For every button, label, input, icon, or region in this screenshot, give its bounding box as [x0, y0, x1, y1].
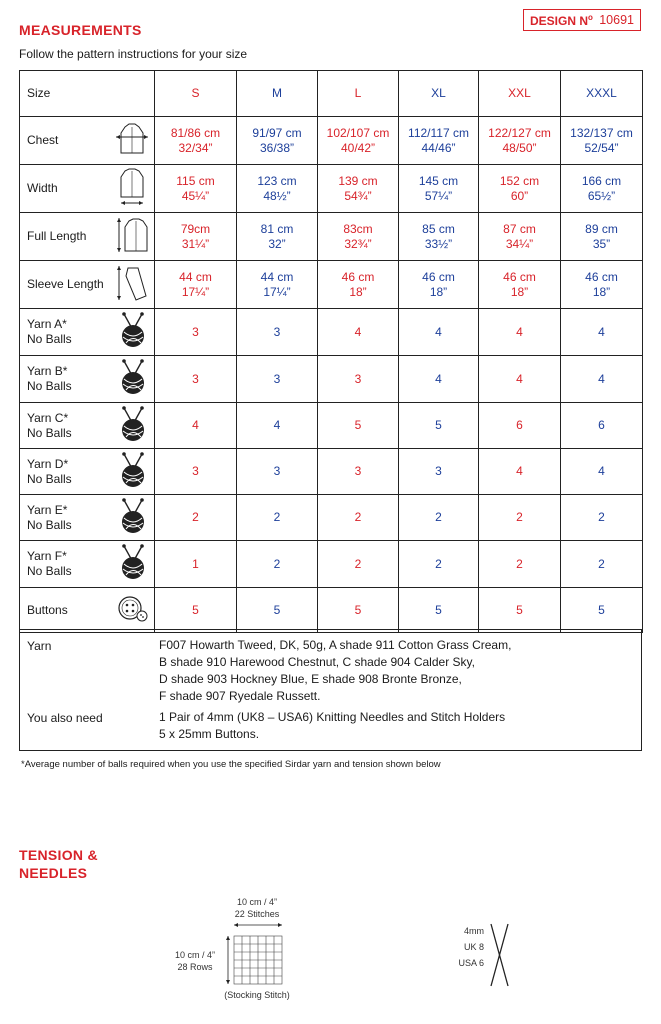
needle-uk-label: UK 8 — [463, 942, 484, 952]
table-cell: 87 cm 34¼” — [479, 213, 561, 261]
table-row — [20, 495, 643, 541]
table-cell: 4 — [318, 309, 399, 356]
design-number-box — [523, 9, 641, 31]
table-cell: 2 — [399, 495, 479, 541]
table-cell: 89 cm 35” — [561, 213, 643, 261]
table-cell: 4 — [561, 309, 643, 356]
table-cell: 4 — [561, 356, 643, 403]
table-cell: 5 — [155, 588, 237, 633]
table-cell: 6 — [479, 403, 561, 449]
table-row — [20, 541, 643, 588]
table-cell: 3 — [237, 309, 318, 356]
table-cell: 5 — [318, 588, 399, 633]
table-row — [20, 213, 643, 261]
row-label: Buttons — [20, 588, 155, 633]
yarn-ball-icon — [116, 450, 150, 494]
sizes-table — [19, 70, 643, 633]
table-cell: 5 — [318, 403, 399, 449]
table-cell: 79cm 31¼” — [155, 213, 237, 261]
full-length-diagram-icon — [114, 214, 150, 260]
table-cell: 2 — [237, 541, 318, 588]
table-cell: 5 — [237, 588, 318, 633]
table-row — [20, 356, 643, 403]
table-cell: 5 — [479, 588, 561, 633]
button-icon — [116, 591, 150, 629]
table-row — [20, 588, 643, 633]
yarn-ball-icon — [116, 310, 150, 354]
table-row — [20, 261, 643, 309]
table-cell: 102/107 cm 40/42” — [318, 117, 399, 165]
size-column-header: XXXL — [561, 71, 643, 117]
chest-diagram-icon — [114, 119, 150, 163]
table-cell: 3 — [155, 309, 237, 356]
intro-text: Follow the pattern instructions for your size — [19, 47, 248, 61]
table-row — [20, 449, 643, 495]
tension-stitches-label: 22 Stitches — [234, 909, 280, 919]
table-cell: 44 cm 17¼” — [237, 261, 318, 309]
tension-width-label: 10 cm / 4” — [236, 897, 277, 907]
table-cell: 83cm 32¾” — [318, 213, 399, 261]
table-cell: 2 — [237, 495, 318, 541]
tension-heading: TENSION & NEEDLES — [19, 847, 98, 881]
tension-height-label: 10 cm / 4” — [174, 950, 215, 960]
table-cell: 3 — [399, 449, 479, 495]
needle-usa-label: USA 6 — [458, 958, 484, 968]
table-cell: 4 — [479, 356, 561, 403]
table-cell: 2 — [318, 541, 399, 588]
size-column-header: XL — [399, 71, 479, 117]
table-cell: 4 — [561, 449, 643, 495]
yarn-details: F007 Howarth Tweed, DK, 50g, A shade 911 Cotton Grass Cream, B shade 910 Harewood Chestnut, C shade 904 Calder Sky, D shade 903 Hockney Blue, E shade 908 Bronte Bronze, F shade 907 Ryedale Russett. — [159, 638, 512, 703]
yarn-ball-icon — [116, 496, 150, 540]
table-cell: 81 cm 32” — [237, 213, 318, 261]
table-cell: 5 — [399, 403, 479, 449]
row-label: Yarn C* No Balls — [20, 403, 155, 449]
knitting-needles-icon — [487, 922, 513, 988]
table-cell: 46 cm 18” — [561, 261, 643, 309]
table-cell: 152 cm 60” — [479, 165, 561, 213]
table-cell: 2 — [155, 495, 237, 541]
design-number: 10691 — [599, 13, 634, 27]
row-label: Width — [20, 165, 155, 213]
table-cell: 2 — [561, 495, 643, 541]
table-cell: 46 cm 18” — [479, 261, 561, 309]
yarn-ball-icon — [116, 404, 150, 448]
table-cell: 132/137 cm 52/54” — [561, 117, 643, 165]
row-label: Yarn E* No Balls — [20, 495, 155, 541]
table-cell: 2 — [479, 495, 561, 541]
size-column-header: XXL — [479, 71, 561, 117]
table-cell: 6 — [561, 403, 643, 449]
table-header-row — [20, 71, 643, 117]
table-cell: 85 cm 33½” — [399, 213, 479, 261]
width-diagram-icon — [114, 167, 150, 211]
row-label: Yarn F* No Balls — [20, 541, 155, 588]
also-need-details: 1 Pair of 4mm (UK8 – USA6) Knitting Needles and Stitch Holders 5 x 25mm Buttons. — [159, 710, 506, 741]
table-cell: 123 cm 48½” — [237, 165, 318, 213]
sleeve-length-diagram-icon — [114, 262, 150, 308]
table-cell: 5 — [399, 588, 479, 633]
table-cell: 4 — [155, 403, 237, 449]
table-row — [20, 117, 643, 165]
table-cell: 115 cm 45¼” — [155, 165, 237, 213]
table-cell: 5 — [561, 588, 643, 633]
table-cell: 4 — [399, 309, 479, 356]
yarn-ball-icon — [116, 542, 150, 586]
table-cell: 46 cm 18” — [318, 261, 399, 309]
table-cell: 112/117 cm 44/46” — [399, 117, 479, 165]
table-cell: 3 — [318, 449, 399, 495]
table-cell: 4 — [479, 309, 561, 356]
table-cell: 2 — [561, 541, 643, 588]
table-cell: 4 — [479, 449, 561, 495]
materials-box — [19, 629, 642, 751]
table-cell: 91/97 cm 36/38” — [237, 117, 318, 165]
table-cell: 81/86 cm 32/34” — [155, 117, 237, 165]
table-cell: 166 cm 65½” — [561, 165, 643, 213]
row-label: Yarn A* No Balls — [20, 309, 155, 356]
table-cell: 3 — [237, 449, 318, 495]
table-cell: 2 — [479, 541, 561, 588]
needle-mm-label: 4mm — [464, 926, 484, 936]
yarn-ball-icon — [116, 357, 150, 401]
size-column-header: S — [155, 71, 237, 117]
also-need-label: You also need — [27, 711, 103, 725]
page-title: MEASUREMENTS — [19, 22, 142, 38]
table-cell: 4 — [399, 356, 479, 403]
tension-rows-label: 28 Rows — [177, 962, 213, 972]
table-cell: 3 — [318, 356, 399, 403]
table-cell: 3 — [155, 356, 237, 403]
size-header-cell: Size — [20, 71, 155, 117]
table-row — [20, 309, 643, 356]
row-label: Yarn B* No Balls — [20, 356, 155, 403]
row-label: Sleeve Length — [20, 261, 155, 309]
table-cell: 122/127 cm 48/50” — [479, 117, 561, 165]
table-cell: 145 cm 57¼” — [399, 165, 479, 213]
table-cell: 4 — [237, 403, 318, 449]
tension-stitch-type: (Stocking Stitch) — [224, 990, 290, 1000]
footnote: *Average number of balls required when you use the specified Sirdar yarn and tension shown below — [21, 759, 441, 770]
table-cell: 3 — [155, 449, 237, 495]
size-column-header: M — [237, 71, 318, 117]
table-cell: 44 cm 17¼” — [155, 261, 237, 309]
table-cell: 2 — [399, 541, 479, 588]
table-cell: 3 — [237, 356, 318, 403]
table-cell: 1 — [155, 541, 237, 588]
table-cell: 2 — [318, 495, 399, 541]
design-label: DESIGN $N^o$ — [530, 12, 593, 28]
table-cell: 46 cm 18” — [399, 261, 479, 309]
table-row — [20, 165, 643, 213]
row-label: Yarn D* No Balls — [20, 449, 155, 495]
size-column-header: L — [318, 71, 399, 117]
table-row — [20, 403, 643, 449]
row-label: Full Length — [20, 213, 155, 261]
yarn-label: Yarn — [27, 639, 52, 653]
table-cell: 139 cm 54¾” — [318, 165, 399, 213]
tension-square-icon — [224, 920, 286, 988]
row-label: Chest — [20, 117, 155, 165]
